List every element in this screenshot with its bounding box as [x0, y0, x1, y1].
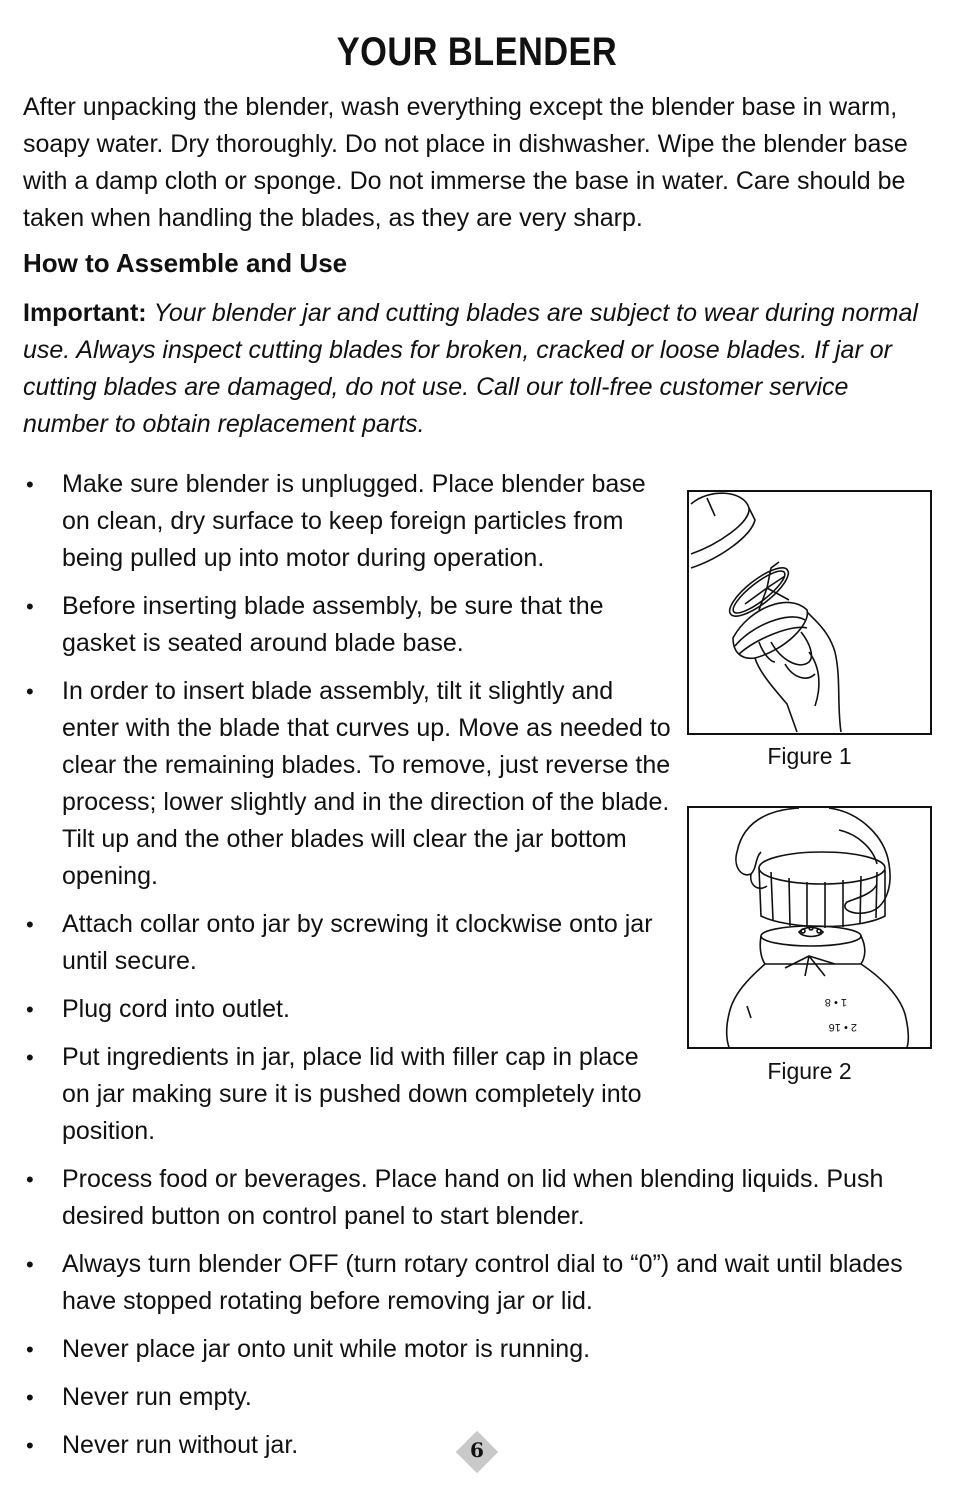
figure-2-caption: Figure 2	[767, 1058, 852, 1084]
list-item-text: Never run empty.	[62, 1383, 252, 1411]
figure-1-illustration	[687, 490, 932, 735]
blade-assembly-drawing	[689, 492, 930, 733]
bullet-icon: •	[26, 912, 34, 937]
jar-measurement-1: 1 • 8	[824, 996, 847, 1008]
list-item-text: Never run without jar.	[62, 1431, 299, 1459]
list-item	[23, 1379, 922, 1416]
page-number-badge	[455, 1430, 499, 1474]
intro-paragraph: After unpacking the blender, wash everything except the blender base in warm, soapy water. Dry thoroughly. Do not place in dishwasher. Wipe the blender base with a damp cloth or sponge. Do not immerse the base in water. Care should be taken when handling the blades, as they are very sharp.	[23, 93, 908, 232]
bullet-icon: •	[26, 1385, 34, 1410]
bullet-icon: •	[26, 997, 34, 1022]
collar-attachment-drawing	[689, 808, 930, 1047]
list-item-text: In order to insert blade assembly, tilt it slightly and enter with the blade that curves up. Move as needed to clear the remaining blades. To remove, just reverse the process; lower slightly and in the direction of the blade. Tilt up and the other blades will clear the jar bottom opening.	[62, 677, 671, 890]
list-item-text: Before inserting blade assembly, be sure that the gasket is seated around blade base.	[62, 592, 604, 657]
bullet-icon: •	[26, 594, 34, 619]
list-item-text: Never place jar onto unit while motor is running.	[62, 1335, 591, 1363]
list-item	[23, 466, 672, 577]
list-item-text: Put ingredients in jar, place lid with filler cap in place on jar making sure it is pushed down completely into position.	[62, 1043, 642, 1145]
important-notice	[23, 295, 918, 443]
list-item-text: Always turn blender OFF (turn rotary control dial to “0”) and wait until blades have stopped rotating before removing jar or lid.	[62, 1250, 903, 1315]
list-item-text: Attach collar onto jar by screwing it clockwise onto jar until secure.	[62, 910, 653, 975]
jar-measurement-2: 2 • 16	[828, 1021, 857, 1033]
list-item-text: Plug cord into outlet.	[62, 995, 290, 1023]
list-item	[23, 1331, 922, 1368]
important-label: Important:	[23, 299, 147, 327]
bullet-icon: •	[26, 1167, 34, 1192]
list-item	[23, 588, 672, 662]
bullet-icon: •	[26, 1337, 34, 1362]
bullet-icon: •	[26, 679, 34, 704]
page-number: 6	[470, 1438, 484, 1462]
list-item-text: Make sure blender is unplugged. Place blender base on clean, dry surface to keep foreign particles from being pulled up into motor during operation.	[62, 470, 646, 572]
figure-2-illustration	[687, 806, 932, 1049]
list-item	[23, 1039, 672, 1150]
list-item	[23, 1161, 922, 1235]
list-item	[23, 673, 672, 895]
figure-1-caption: Figure 1	[767, 743, 852, 769]
list-item	[23, 1246, 922, 1320]
bullet-icon: •	[26, 1045, 34, 1070]
list-item-text: Process food or beverages. Place hand on lid when blending liquids. Push desired button on control panel to start blender.	[62, 1165, 884, 1230]
bullet-icon: •	[26, 1433, 34, 1458]
bullet-icon: •	[26, 1252, 34, 1277]
list-item	[23, 906, 672, 980]
important-text: Your blender jar and cutting blades are subject to wear during normal use. Always inspect cutting blades for broken, cracked or loose blades. If jar or cutting blades are damaged, do not use. Call our toll-free customer service number to obtain replacement parts.	[23, 299, 918, 438]
page-title: YOUR BLENDER	[336, 30, 618, 74]
list-item	[23, 991, 672, 1028]
wide-bullet-group	[23, 1161, 922, 1464]
section-heading: How to Assemble and Use	[23, 248, 348, 278]
bullet-icon: •	[26, 472, 34, 497]
